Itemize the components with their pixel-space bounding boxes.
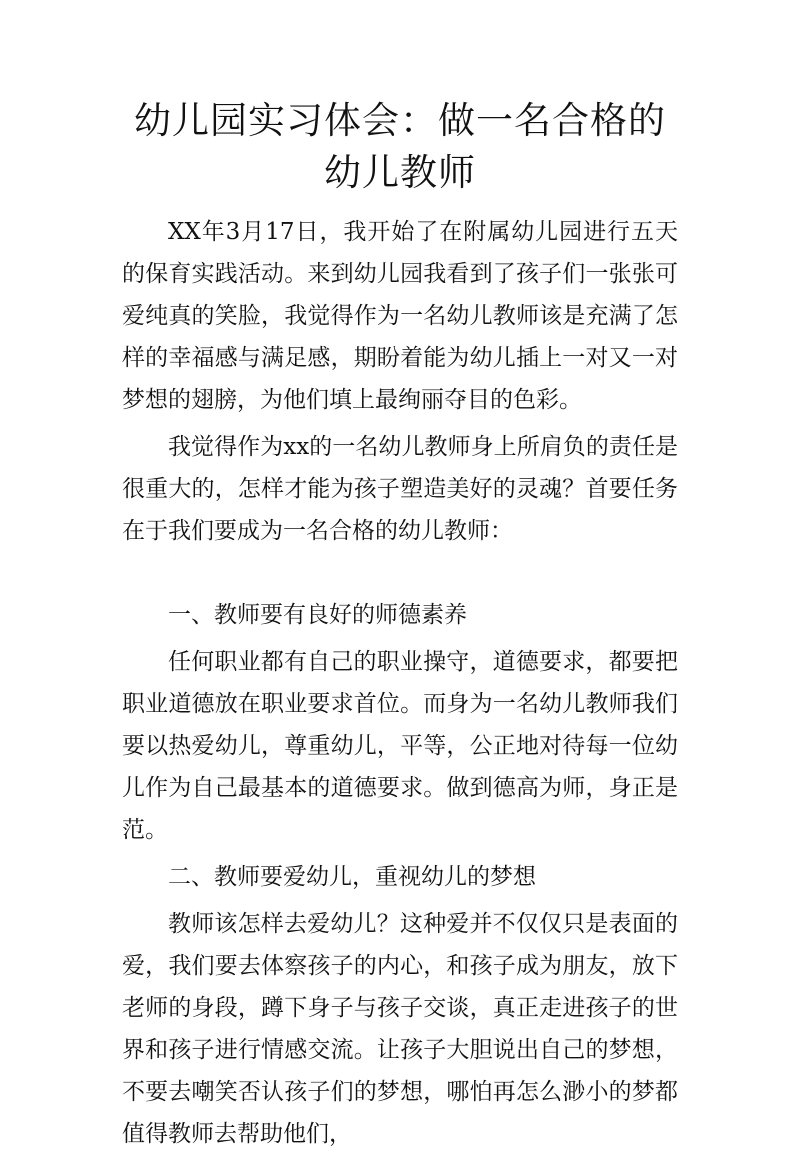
paragraph-ethics: 任何职业都有自己的职业操守，道德要求，都要把职业道德放在职业要求首位。而身为一名幼儿教师我们要以热爱幼儿，尊重幼儿，平等，公正地对待每一位幼儿作为自己最基本的道德要求。做到德高为师，身正是范。 <box>122 649 678 843</box>
paragraph-responsibility: 我觉得作为xx的一名幼儿教师身上所肩负的责任是很重大的，怎样才能为孩子塑造美好的灵魂？首要任务在于我们要成为一名合格的幼儿教师： <box>122 434 678 544</box>
paragraph-love: 教师该怎样去爱幼儿？这种爱并不仅仅只是表面的爱，我们要去体察孩子的内心，和孩子成为朋友，放下老师的身段，蹲下身子与孩子交谈，真正走进孩子的世界和孩子进行情感交流。让孩子大胆说出自己的梦想，不要去嘲笑否认孩子们的梦想，哪怕再怎么渺小的梦都值得教师去帮助他们， <box>122 911 678 1147</box>
blank-line <box>122 552 678 594</box>
section-heading-love: 二、教师要爱幼儿，重视幼儿的梦想 <box>168 864 536 890</box>
paragraph-intro: XX年3月17日，我开始了在附属幼儿园进行五天的保育实践活动。来到幼儿园我看到了孩子们一张张可爱纯真的笑脸，我觉得作为一名幼儿教师该是充满了怎样的幸福感与满足感，期盼着能为幼儿插上一对又一对梦想的翅膀，为他们填上最绚丽夺目的色彩。 <box>122 219 678 413</box>
document-title: 幼儿园实习体会：做一名合格的幼儿教师 <box>134 99 666 194</box>
section-heading-ethics: 一、教师要有良好的师德素养 <box>168 602 467 628</box>
